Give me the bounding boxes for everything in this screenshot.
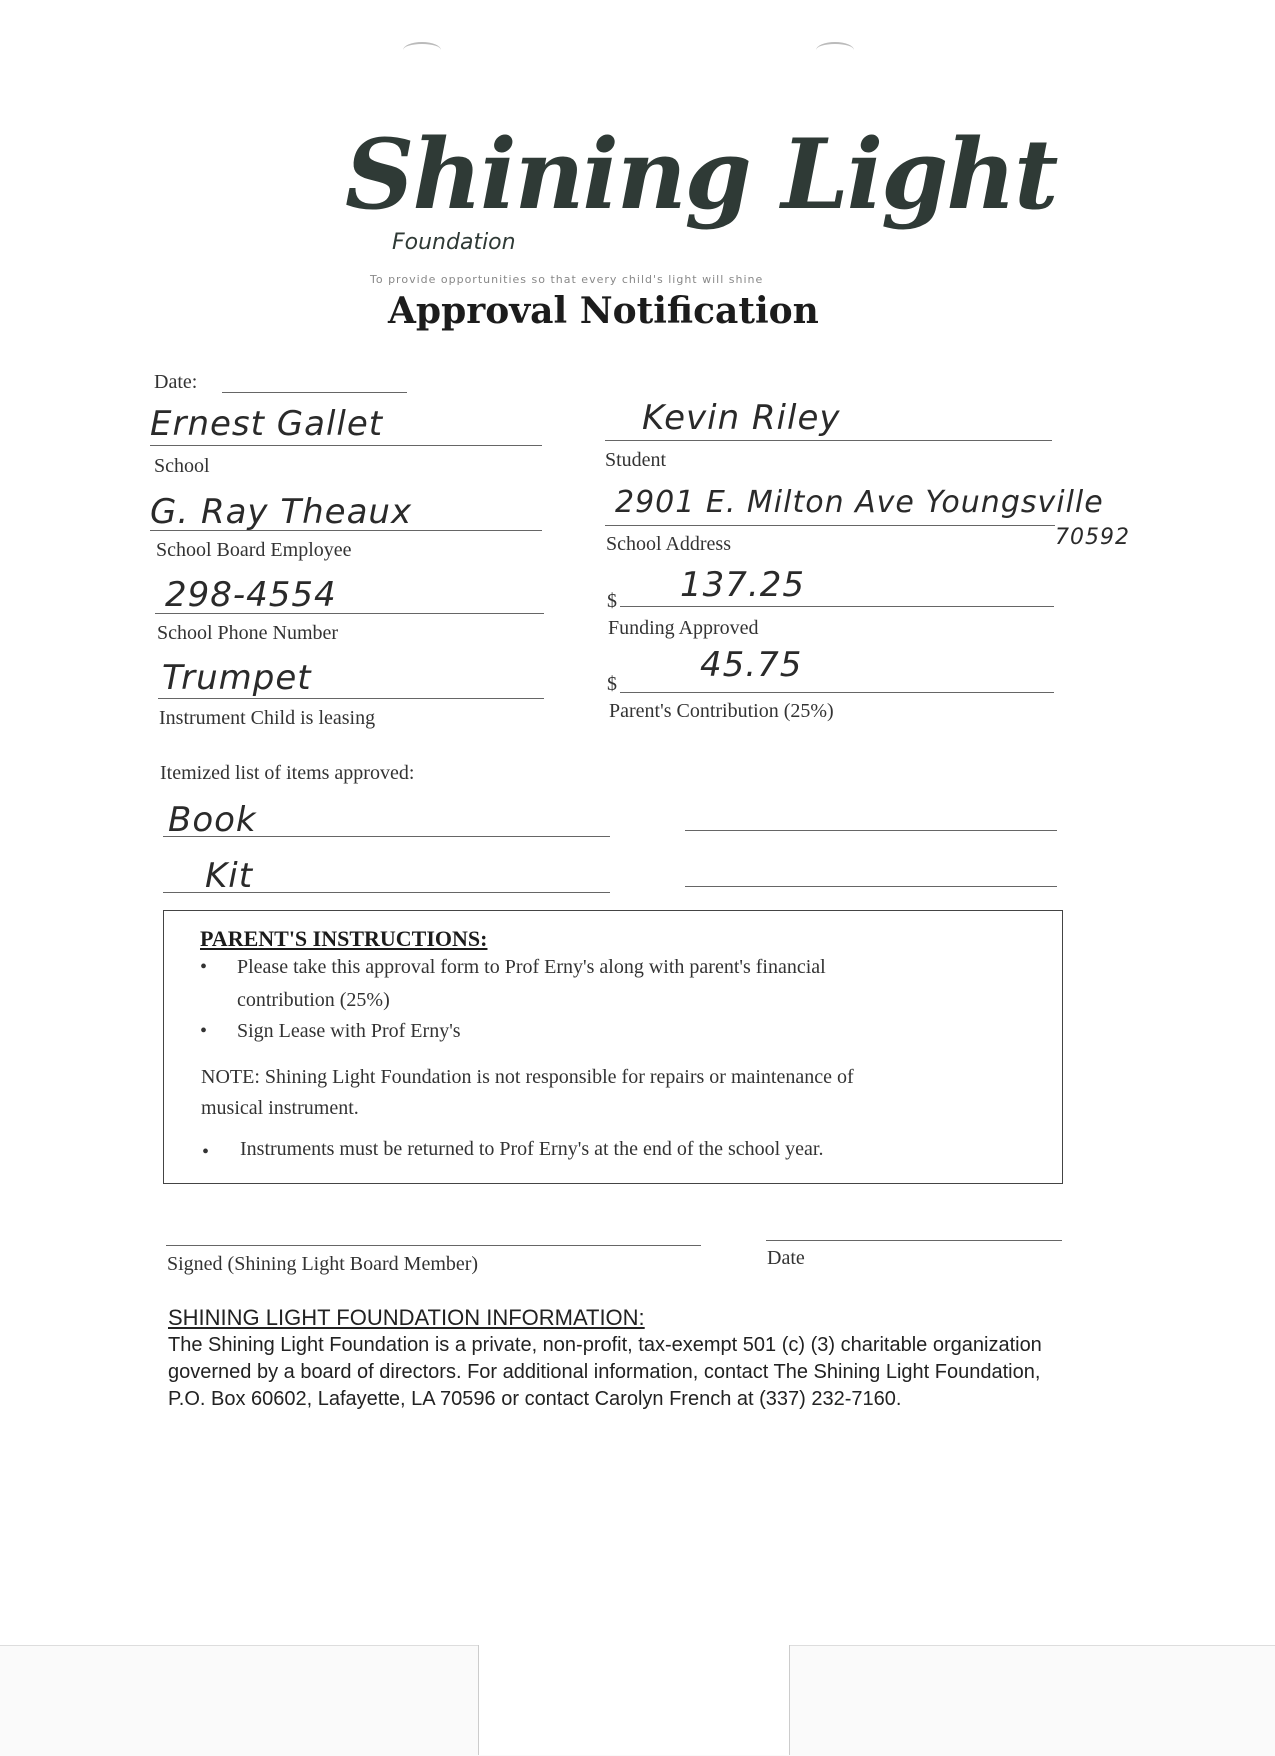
address-line bbox=[605, 525, 1055, 526]
instrument-label: Instrument Child is leasing bbox=[159, 707, 376, 729]
logo-subtitle: Foundation bbox=[392, 230, 516, 255]
student-label: Student bbox=[605, 449, 667, 471]
address-label: School Address bbox=[606, 533, 731, 555]
instructions-heading: PARENT'S INSTRUCTIONS: bbox=[200, 926, 488, 951]
phone-line bbox=[155, 613, 544, 614]
date-label: Date: bbox=[154, 371, 198, 393]
student-value: Kevin Riley bbox=[642, 398, 841, 438]
instrument-line bbox=[158, 698, 544, 699]
page-title: Approval Notification bbox=[388, 290, 819, 332]
info-heading: SHINING LIGHT FOUNDATION INFORMATION: bbox=[168, 1305, 645, 1330]
note-line2: musical instrument. bbox=[201, 1097, 359, 1119]
item-right-1-line bbox=[685, 830, 1057, 831]
address-value: 2901 E. Milton Ave Youngsville bbox=[615, 485, 1104, 520]
phone-value: 298-4554 bbox=[165, 575, 337, 615]
item-2-line bbox=[163, 892, 610, 893]
contribution-label: Parent's Contribution (25%) bbox=[609, 700, 834, 722]
address-zip: 70592 bbox=[1055, 525, 1130, 550]
instruction-3: Instruments must be returned to Prof Erny's at the end of the school year. bbox=[240, 1138, 824, 1160]
note-line1: NOTE: Shining Light Foundation is not responsible for repairs or maintenance of bbox=[201, 1066, 854, 1088]
instruction-2: Sign Lease with Prof Erny's bbox=[237, 1020, 461, 1042]
signature-label: Signed (Shining Light Board Member) bbox=[167, 1253, 479, 1275]
signature-date-label: Date bbox=[767, 1247, 805, 1269]
instruction-1-line2: contribution (25%) bbox=[237, 989, 390, 1011]
signature-date-line bbox=[766, 1240, 1062, 1241]
items-label: Itemized list of items approved: bbox=[160, 762, 415, 784]
school-value: Ernest Gallet bbox=[150, 404, 384, 444]
employee-line bbox=[150, 530, 542, 531]
instruction-1-line1: Please take this approval form to Prof Erny's along with parent's financial bbox=[237, 956, 826, 978]
funding-line bbox=[620, 606, 1054, 607]
punch-hole-right bbox=[816, 42, 854, 58]
funding-value: 137.25 bbox=[680, 565, 805, 605]
phone-label: School Phone Number bbox=[157, 622, 339, 644]
date-line bbox=[222, 392, 407, 393]
funding-label: Funding Approved bbox=[608, 617, 759, 639]
contribution-value: 45.75 bbox=[700, 645, 803, 685]
item-2: Kit bbox=[205, 856, 254, 896]
instrument-value: Trumpet bbox=[162, 658, 312, 698]
student-line bbox=[605, 440, 1052, 441]
employee-value: G. Ray Theaux bbox=[150, 492, 413, 532]
logo-tagline: To provide opportunities so that every child's light will shine bbox=[370, 273, 764, 286]
contribution-currency: $ bbox=[607, 673, 617, 695]
logo-wordmark: Shining Light bbox=[345, 118, 1057, 231]
employee-label: School Board Employee bbox=[156, 539, 352, 561]
item-1: Book bbox=[168, 800, 257, 840]
school-label: School bbox=[154, 455, 210, 477]
bullet-dot-3: • bbox=[202, 1141, 210, 1163]
item-right-2-line bbox=[685, 886, 1057, 887]
signature-line bbox=[166, 1245, 701, 1246]
bullet-dot-2: • bbox=[200, 1020, 208, 1042]
bullet-dot-1: • bbox=[200, 956, 208, 978]
funding-currency: $ bbox=[607, 590, 617, 612]
info-body: The Shining Light Foundation is a private, non-profit, tax-exempt 501 (c) (3) charitable organization governed by a board of directors. For additional information, contact The Shining Light Foundation, P.O. Box 60602, Lafayette, LA 70596 or contact Carolyn French at (337) 232-7160. bbox=[168, 1334, 1042, 1410]
scan-bottom-tab bbox=[478, 1645, 790, 1755]
contribution-line bbox=[620, 692, 1054, 693]
item-1-line bbox=[163, 836, 610, 837]
school-line bbox=[150, 445, 542, 446]
punch-hole-left bbox=[403, 42, 441, 58]
